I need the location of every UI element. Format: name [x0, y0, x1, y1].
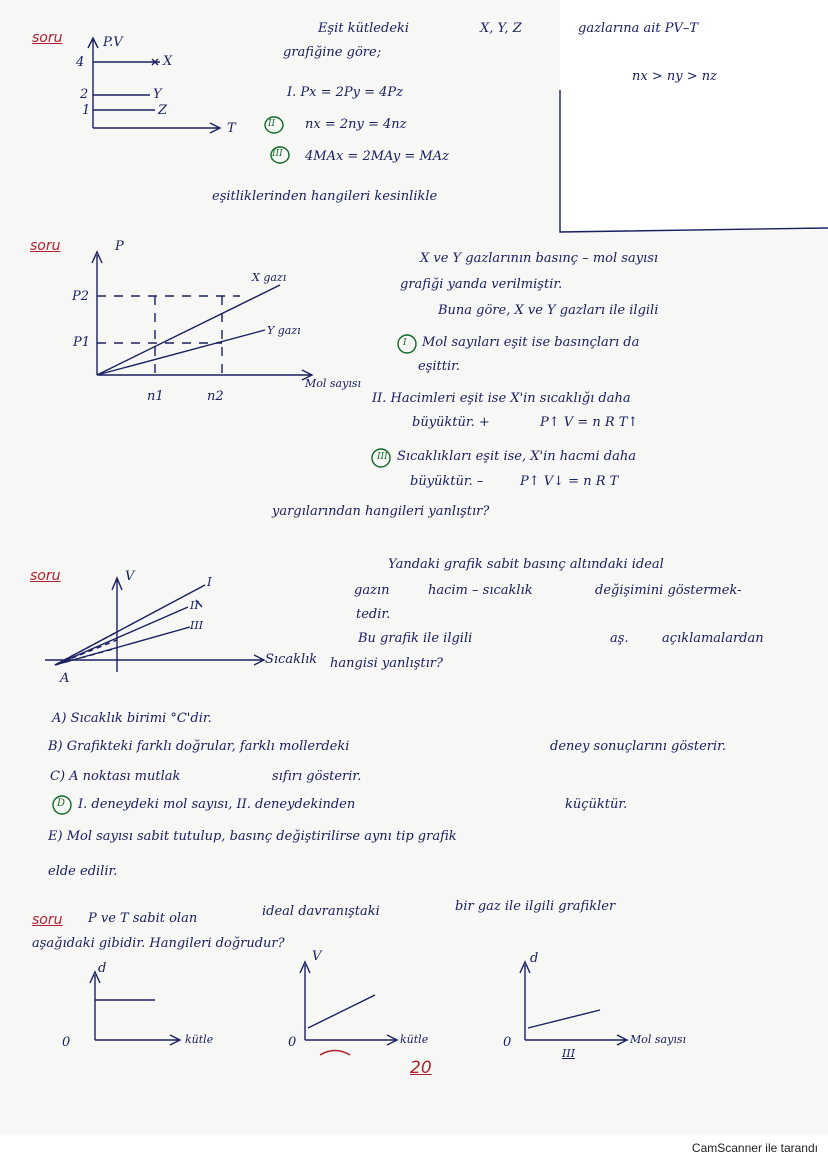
q1-tick-1: 1 — [82, 103, 91, 118]
q1-statement-2: nx = 2ny = 4nz — [305, 117, 407, 132]
q3-prompt-2b: hacim – sıcaklık — [428, 583, 533, 598]
q2-curve-y: Y gazı — [267, 324, 301, 337]
q4-prompt-1a: P ve T sabit olan — [88, 911, 198, 926]
q4-prompt-1b: ideal davranıştaki — [262, 904, 380, 919]
q1-prompt-gases: X, Y, Z — [480, 21, 522, 36]
q3-prompt-4b: aş. — [610, 631, 629, 646]
q4-g1-y-label: d — [98, 961, 107, 976]
q1-statement-3: 4MAx = 2MAy = MAz — [305, 149, 449, 164]
q3-curve-3: III — [190, 619, 204, 632]
q2-y-line — [97, 330, 265, 375]
q3-option-b2: deney sonuçlarını gösterir. — [550, 739, 727, 754]
q2-statement-2b: büyüktür. + — [412, 415, 490, 430]
q3-origin-a: A — [60, 671, 70, 686]
q2-x-line — [97, 285, 280, 375]
q1-x-axis-label: T — [227, 121, 236, 136]
q3-prompt-5: hangisi yanlıştır? — [330, 656, 443, 671]
q4-g1-x-axis — [95, 1035, 180, 1045]
q3-prompt-2c: değişimini göstermek- — [595, 583, 742, 598]
q3-prompt-1: Yandaki grafik sabit basınç altındaki ideal — [388, 557, 664, 572]
q3-curve-2: II — [190, 599, 199, 612]
q3-y-axis-label: V — [125, 569, 135, 584]
q1-statement-2-marker: II — [268, 119, 276, 129]
q1-prompt-tail: gazlarına ait PV–T — [578, 21, 699, 36]
q2-statement-3: Sıcaklıkları eşit ise, X'in hacmi daha — [397, 449, 636, 464]
q2-statement-2: II. Hacimleri eşit ise X'in sıcaklığı daha — [372, 391, 631, 406]
q1-conclusion: eşitliklerinden hangileri kesinlikle — [212, 189, 438, 204]
q3-option-a: A) Sıcaklık birimi °C'dir. — [52, 711, 212, 726]
q1-tick-4: 4 — [76, 55, 85, 70]
q2-curve-x: X gazı — [252, 271, 287, 284]
q3-option-d1: I. deneydeki mol sayısı, II. deneydekinden — [78, 797, 356, 812]
q4-g3-x-axis — [525, 1035, 627, 1045]
q4-g2-tick — [320, 1051, 350, 1056]
q2-x-axis — [97, 370, 312, 380]
q4-g3-x-label: Mol sayısı — [630, 1033, 686, 1046]
q3-option-e1: E) Mol sayısı sabit tutulup, basınç değiştirilirse aynı tip grafik — [48, 829, 457, 844]
q1-answer-note: nx > ny > nz — [632, 69, 717, 84]
answer-box-edge — [560, 90, 828, 232]
scanner-label: CamScanner ile tarandı — [691, 1141, 818, 1155]
q2-tick-p1: P1 — [73, 335, 91, 350]
q4-g2-origin: 0 — [288, 1035, 297, 1050]
q4-g2-x-axis — [305, 1035, 397, 1045]
q2-statement-1b: eşittir. — [418, 359, 461, 374]
q2-statement-2-note: P↑ V = n R T↑ — [540, 415, 639, 430]
q3-label: soru — [30, 568, 61, 584]
q4-g3-mark: III — [562, 1047, 576, 1060]
q2-y-axis — [92, 252, 102, 375]
q3-option-c1: C) A noktası mutlak — [50, 769, 181, 784]
q3-x-axis — [45, 655, 264, 665]
q4-label: soru — [32, 912, 63, 928]
q3-option-e2: elde edilir. — [48, 864, 118, 879]
q3-option-b1: B) Grafikteki farklı doğrular, farklı mollerdeki — [48, 739, 350, 754]
q3-option-d2: küçüktür. — [565, 797, 628, 812]
q1-label: soru — [32, 30, 63, 46]
q1-statement-1: I. Px = 2Py = 4Pz — [287, 85, 404, 100]
q4-g3-line — [528, 1010, 600, 1028]
q1-statement-3-marker: III — [272, 149, 283, 159]
q2-tick-p2: P2 — [72, 289, 90, 304]
q3-y-axis — [112, 578, 122, 672]
q1-x-axis — [93, 123, 220, 133]
q1-curve-z: Z — [158, 103, 168, 118]
q1-curve-y: Y — [153, 87, 162, 102]
q3-x-axis-label: Sıcaklık — [265, 652, 318, 667]
q4-g1-origin: 0 — [62, 1035, 71, 1050]
q4-g2-line — [308, 995, 375, 1028]
q4-g1-x-label: kütle — [185, 1033, 214, 1046]
q4-g2-y-label: V — [312, 949, 322, 964]
q1-prompt-1: Eşit kütledeki — [318, 21, 410, 36]
q2-prompt-3: Buna göre, X ve Y gazları ile ilgili — [438, 303, 659, 318]
q3-option-c2: sıfırı gösterir. — [272, 769, 362, 784]
q2-statement-3-note: P↑ V↓ = n R T — [520, 474, 619, 489]
q2-prompt-2: grafiği yanda verilmiştir. — [400, 277, 563, 292]
q2-prompt-1: X ve Y gazlarının basınç – mol sayısı — [420, 251, 659, 266]
q2-label: soru — [30, 238, 61, 254]
q4-g3-origin: 0 — [503, 1035, 512, 1050]
page-number: 20 — [410, 1058, 432, 1078]
q2-x-axis-label: Mol sayısı — [305, 377, 361, 390]
q3-prompt-4c: açıklamalardan — [662, 631, 764, 646]
q2-statement-3b: büyüktür. – — [410, 474, 484, 489]
q2-statement-1-marker: I — [403, 338, 407, 348]
q4-prompt-1c: bir gaz ile ilgili grafikler — [455, 899, 616, 914]
q2-statement-1: Mol sayıları eşit ise basınçları da — [422, 335, 640, 350]
q4-g1-y-axis — [90, 972, 100, 1040]
q4-prompt-2: aşağıdaki gibidir. Hangileri doğrudur? — [32, 936, 285, 951]
q1-tick-2: 2 — [80, 87, 89, 102]
q2-statement-3-marker: III — [377, 452, 388, 462]
q1-curve-x: X — [163, 54, 173, 69]
q2-dashes-v — [155, 296, 222, 375]
q1-prompt-2: grafiğine göre; — [283, 45, 382, 60]
q2-conclusion: yargılarından hangileri yanlıştır? — [272, 504, 490, 519]
q1-y-axis-label: P.V — [103, 35, 123, 50]
q2-tick-n2: n2 — [207, 389, 224, 404]
q3-prompt-2a: gazın — [354, 583, 390, 598]
q3-prompt-4a: Bu grafik ile ilgili — [358, 631, 473, 646]
q4-g3-y-label: d — [530, 951, 539, 966]
q3-curve-1: I — [207, 575, 212, 589]
q3-option-d-marker: D — [57, 798, 66, 809]
q4-g2-x-label: kütle — [400, 1033, 429, 1046]
q2-dashes-h — [97, 296, 240, 343]
q1-lines — [93, 62, 160, 110]
q3-line-1 — [55, 585, 205, 665]
q2-y-axis-label: P — [115, 239, 124, 254]
q3-prompt-3: tedir. — [356, 607, 391, 622]
q2-tick-n1: n1 — [147, 389, 164, 404]
